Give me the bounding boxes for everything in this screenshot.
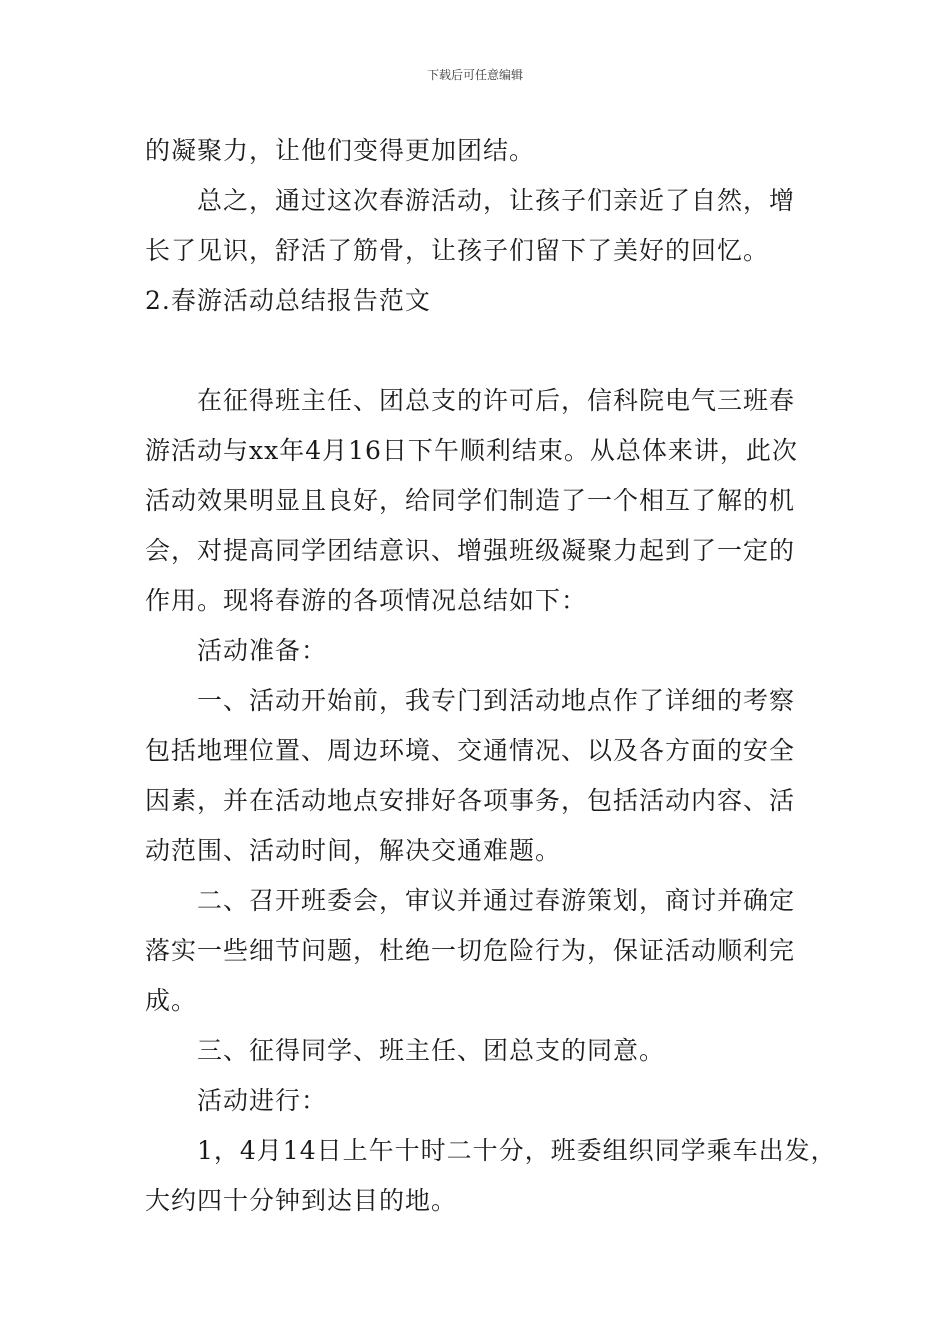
paragraph-6 — [145, 876, 825, 1026]
paragraph-1 — [145, 126, 825, 176]
paragraph-5 — [145, 676, 825, 876]
text-line: 大约四十分钟到达目的地。 — [145, 1186, 458, 1215]
text-line: 总之，通过这次春游活动，让孩子们亲近了自然，增 — [197, 186, 796, 215]
text-line: 落实一些细节问题，杜绝一切危险行为，保证活动顺利完 — [145, 936, 796, 965]
text-line: 成。 — [145, 986, 198, 1015]
subheading-preparation: 活动准备： — [197, 636, 328, 665]
text-line: 一、活动开始前，我专门到活动地点作了详细的考察 — [197, 686, 796, 715]
paragraph-2 — [145, 176, 825, 276]
document-body — [145, 126, 837, 1226]
text-line: 因素，并在活动地点安排好各项事务，包括活动内容、活 — [145, 786, 796, 815]
text-line: 在征得班主任、团总支的许可后，信科院电气三班春 — [197, 386, 796, 415]
paragraph-3 — [145, 376, 825, 626]
text-line: 活动效果明显且良好，给同学们制造了一个相互了解的机 — [145, 486, 796, 515]
text-line: 游活动与xx年4月16日下午顺利结束。从总体来讲，此次 — [145, 436, 798, 465]
text-line: 二、召开班委会，审议并通过春游策划，商讨并确定 — [197, 886, 796, 915]
paragraph-7: 三、征得同学、班主任、团总支的同意。 — [197, 1036, 666, 1065]
text-line: 包括地理位置、周边环境、交通情况、以及各方面的安全 — [145, 736, 796, 765]
section-heading: 2.春游活动总结报告范文 — [145, 286, 431, 315]
subheading-activity: 活动进行： — [197, 1086, 328, 1115]
text-line: 1，4月14日上午十时二十分，班委组织同学乘车出发， — [197, 1136, 837, 1165]
text-line: 作用。现将春游的各项情况总结如下： — [145, 586, 588, 615]
text-line: 的凝聚力，让他们变得更加团结。 — [145, 136, 536, 165]
paragraph-9 — [145, 1126, 837, 1226]
blank-line — [145, 326, 825, 376]
text-line: 会，对提高同学团结意识、增强班级凝聚力起到了一定的 — [145, 536, 796, 565]
page-header-note: 下载后可任意编辑 — [426, 68, 523, 82]
text-line: 长了见识，舒活了筋骨，让孩子们留下了美好的回忆。 — [145, 236, 770, 265]
text-line: 动范围、活动时间，解决交通难题。 — [145, 836, 562, 865]
